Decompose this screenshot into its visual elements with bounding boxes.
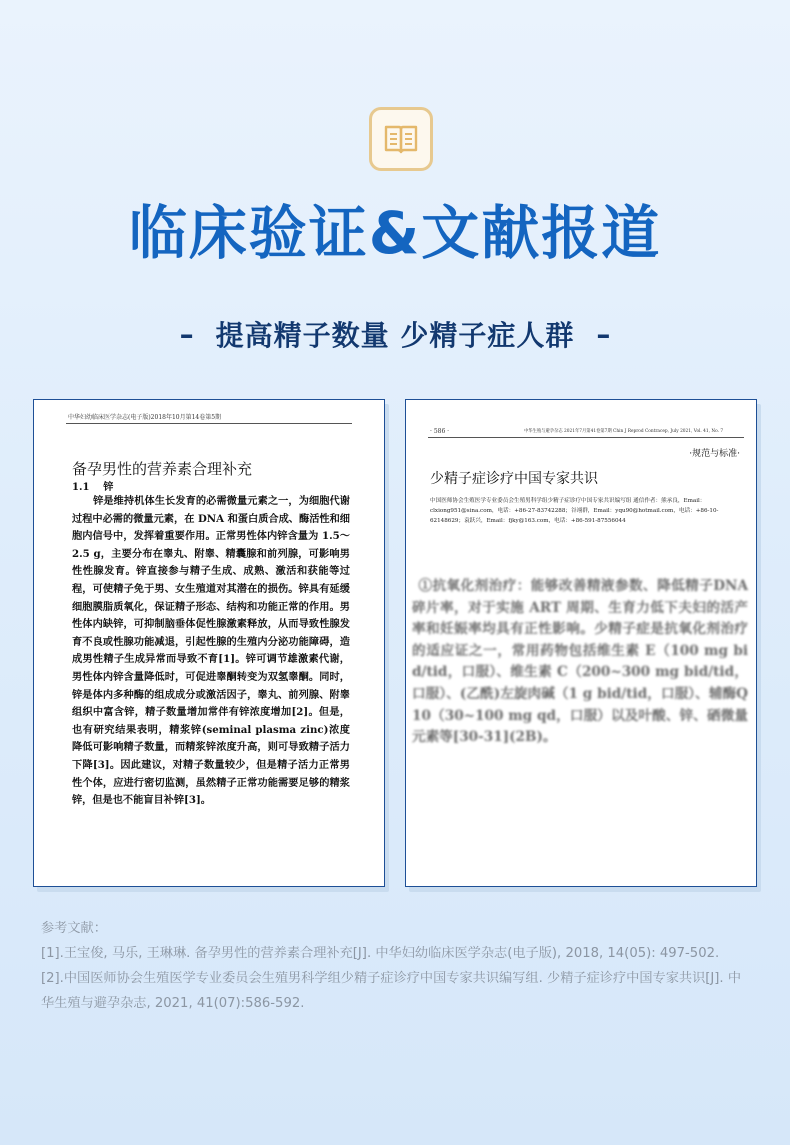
article-title: 备孕男性的营养素合理补充 [72,460,253,478]
book-icon-graphic [384,123,418,155]
section-number: 1.1 [72,482,90,493]
article-body-text: 锌是维持机体生长发育的必需微量元素之一，为细胞代谢过程中必需的微量元素，在 DNA 和蛋白质合成、酶活性和细胞内信号中，发挥着重要作用。正常男性体内锌含量为 1.5～2.5 g，主要分布在睾丸、附睾、精囊腺和前列腺，可影响男性性腺发育。锌直接参与精子生成、成熟、激活和获能等过程，可使精子免于男、女生殖道对其潜在的损伤。锌具有延缓细胞膜脂质氧化，保证精子形态、结构和功能正常的作用。男性体内缺锌，可抑制脑垂体促性腺激素释放，从而导致性腺发育不良或性腺功能减退，引起性腺的生殖内分泌功能障碍，造成男性精子生成异常而导致不育[1]。锌可调节雄激素代谢，男性体内锌含量降低时，可促进睾酮转变为双氢睾酮。同时，锌是体内多种酶的组成成分或激活因子，睾丸、前列腺、附睾组织中富含锌，精子数量增加常伴有锌浓度增加[2]。但是，也有研究结果表明，精浆锌(seminal plasma zinc)浓度降低可影响精子数量，而精浆锌浓度升高，则可导致精子活力下降[3]。因此建议，对精子数量较少，但是精子活力正常男性个体，应进行密切监测，虽然精子正常功能需要足够的精浆锌，但是也不能盲目补锌[3]。 [72,495,350,807]
page-title: 临床验证&文献报道 [128,199,662,267]
author-info: 中国医师协会生殖医学专业委员会生殖男科学组少精子症诊疗中国专家共识编写组 通信作者：熊承良，Email：clxiong951@sina.com，电话：+86-27-83742288；谷翊群，Email：yqu90@hotmail.com，电话：+86-10-62148629；袁跃兴，Email：fjky@163.com，电话：+86-591-87556044 [430,498,719,524]
subtitle-row [0,316,790,352]
article-title: 少精子症诊疗中国专家共识 [430,471,598,487]
journal-header: 中华生殖与避孕杂志 2021年7月第41卷第7期 Chin J Reprod Contracep, July 2021, Vol. 41, No. 7 [524,429,724,434]
category-tag: ·规范与标准· [689,449,740,459]
book-icon [369,107,433,171]
subtitle-dash-left: – [179,317,194,351]
literature-page-right [405,399,757,887]
subtitle-dash-right: – [596,317,611,351]
page-number: · 586 · [430,428,450,435]
page-subtitle: 提高精子数量 少精子症人群 [215,319,575,352]
article-body [72,493,350,810]
section-title: 锌 [103,482,114,493]
references [41,916,753,1016]
journal-header: 中华妇幼临床医学杂志(电子版)2018年10月第14卷第5期 [68,414,222,421]
section-heading [72,478,113,493]
article-excerpt-text: ①抗氧化剂治疗：能够改善精液参数、降低精子DNA 碎片率，对于实施 ART 周期、生育力低下夫妇的活产率和妊娠率均具有正性影响。少精子症是抗氧化剂治疗的适应证之一，常用药物包括维生素 E（100 mg bid/tid，口服）、维生素 C（200~300 mg bid/tid，口服）、(乙酰)左旋肉碱（1 g bid/tid，口服）、辅酶Q10（30~100 mg qd，口服）以及叶酸、锌、硒微量元素等[30-31](2B)。 [412,578,748,746]
reference-item-2: [2].中国医师协会生殖医学专业委员会生殖男科学组少精子症诊疗中国专家共识编写组. 少精子症诊疗中国专家共识[J]. 中华生殖与避孕杂志, 2021, 41(07):586-592. [41,971,742,1011]
header-rule [428,437,744,438]
reference-item-1: [1].王宝俊, 马乐, 王琳琳. 备孕男性的营养素合理补充[J]. 中华妇幼临床医学杂志(电子版), 2018, 14(05): 497-502. [41,946,720,961]
literature-page-left [33,399,385,887]
header-rule [66,423,352,424]
article-excerpt [412,576,748,749]
references-heading: 参考文献： [41,921,107,936]
